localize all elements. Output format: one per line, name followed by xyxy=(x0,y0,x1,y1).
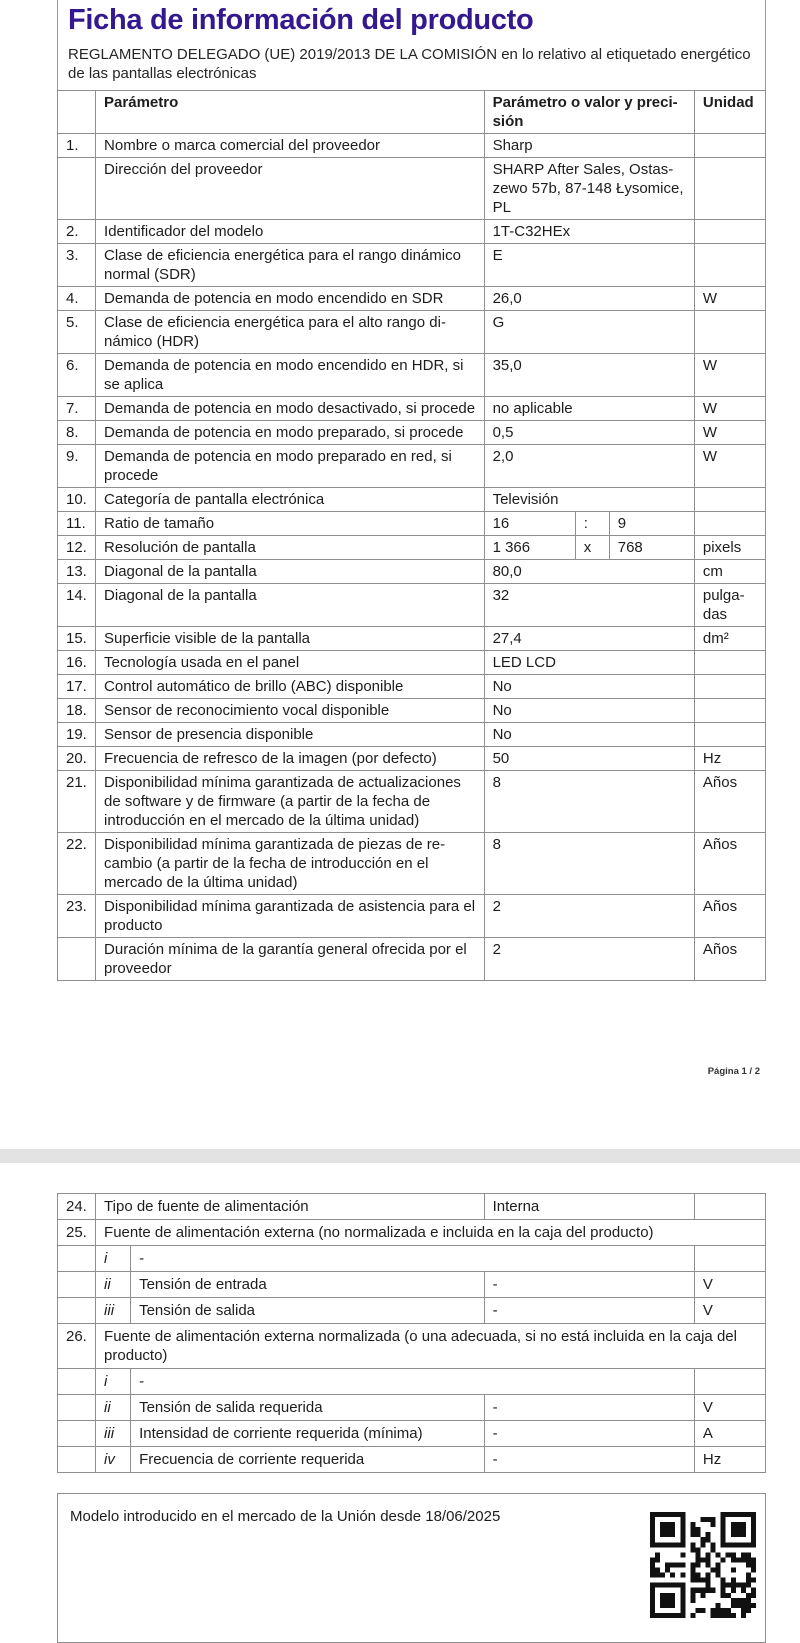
value-cell: Interna xyxy=(484,1194,694,1220)
param-cell: Control automático de brillo (ABC) disponible xyxy=(96,675,485,699)
unit-cell: W xyxy=(694,287,765,311)
row-number-cell: 15. xyxy=(58,627,96,651)
unit-cell: V xyxy=(694,1298,765,1324)
param-cell: Demanda de potencia en modo preparado, si procede xyxy=(96,421,485,445)
unit-cell: W xyxy=(694,445,765,488)
row-number-cell xyxy=(58,1272,96,1298)
table-row xyxy=(58,895,766,938)
param-cell: Tensión de salida xyxy=(131,1298,484,1324)
row-number-cell xyxy=(58,938,96,981)
value-cell-b: 768 xyxy=(609,536,694,560)
param-cell: Demanda de potencia en modo encendido en SDR xyxy=(96,287,485,311)
param-cell: Identificador del modelo xyxy=(96,220,485,244)
unit-cell: W xyxy=(694,354,765,397)
table-row xyxy=(58,1298,766,1324)
unit-cell xyxy=(694,651,765,675)
row-number-cell xyxy=(58,158,96,220)
table-row xyxy=(58,445,766,488)
table-row xyxy=(58,1324,766,1369)
row-number-cell xyxy=(58,1421,96,1447)
product-fiche-table-page2 xyxy=(57,1193,766,1473)
row-number-cell: 13. xyxy=(58,560,96,584)
param-cell: Sensor de reconocimiento vocal disponible xyxy=(96,699,485,723)
param-cell: Frecuencia de refresco de la imagen (por defecto) xyxy=(96,747,485,771)
roman-numeral-cell: ii xyxy=(96,1395,131,1421)
row-number-cell: 26. xyxy=(58,1324,96,1369)
table-row xyxy=(58,1447,766,1473)
value-cell: - xyxy=(484,1298,694,1324)
param-cell: Tecnología usada en el panel xyxy=(96,651,485,675)
param-cell: Duración mínima de la garantía general ofrecida por el proveedor xyxy=(96,938,485,981)
product-fiche-table-page1 xyxy=(57,90,766,981)
row-number-cell: 6. xyxy=(58,354,96,397)
row-number-cell: 22. xyxy=(58,833,96,895)
param-cell: Sensor de presencia disponible xyxy=(96,723,485,747)
row-number-cell: 16. xyxy=(58,651,96,675)
row-number-cell: 25. xyxy=(58,1220,96,1246)
row-number-cell xyxy=(58,1246,96,1272)
param-cell: Frecuencia de corriente requerida xyxy=(131,1447,484,1473)
value-cell: LED LCD xyxy=(484,651,694,675)
value-cell: 2 xyxy=(484,895,694,938)
unit-cell: pulgadas xyxy=(694,584,765,627)
table-row xyxy=(58,512,766,536)
value-cell: No xyxy=(484,723,694,747)
table-row xyxy=(58,560,766,584)
value-cell: 80,0 xyxy=(484,560,694,584)
unit-cell xyxy=(694,158,765,220)
param-cell: Dirección del proveedor xyxy=(96,158,485,220)
row-number-cell: 12. xyxy=(58,536,96,560)
market-introduction-box xyxy=(57,1493,766,1643)
table-row xyxy=(58,675,766,699)
unit-cell: Hz xyxy=(694,747,765,771)
market-introduction-note: Modelo introducido en el mercado de la Unión desde 18/06/2025 xyxy=(70,1508,501,1525)
table-row xyxy=(58,158,766,220)
value-cell: 2 xyxy=(484,938,694,981)
qr-code-icon xyxy=(650,1512,756,1618)
value-cell: SHARP After Sales, Ostaszewo 57b, 87-148 Łysomice, PL xyxy=(484,158,694,220)
unit-cell: A xyxy=(694,1421,765,1447)
table-row xyxy=(58,584,766,627)
table-row xyxy=(58,938,766,981)
roman-numeral-cell: iv xyxy=(96,1447,131,1473)
row-number-cell: 14. xyxy=(58,584,96,627)
table-row xyxy=(58,354,766,397)
table-row xyxy=(58,536,766,560)
value-cell: Sharp xyxy=(484,134,694,158)
value-cell: 8 xyxy=(484,833,694,895)
row-number-cell: 3. xyxy=(58,244,96,287)
param-cell: Clase de eficiencia energética para el alto rango dinámico (HDR) xyxy=(96,311,485,354)
row-number-cell: 8. xyxy=(58,421,96,445)
row-number-cell: 10. xyxy=(58,488,96,512)
value-cell-b: 9 xyxy=(609,512,694,536)
unit-cell xyxy=(694,134,765,158)
value-cell: G xyxy=(484,311,694,354)
table-row xyxy=(58,1246,766,1272)
row-number-cell: 11. xyxy=(58,512,96,536)
row-number-cell xyxy=(58,1298,96,1324)
value-cell: no aplicable xyxy=(484,397,694,421)
value-cell: 26,0 xyxy=(484,287,694,311)
unit-cell xyxy=(694,488,765,512)
value-cell: - xyxy=(484,1421,694,1447)
unit-cell xyxy=(694,699,765,723)
param-cell: Disponibilidad mínima garantizada de actualizaciones de software y de firmware (a partir de la fecha de introducción en el mercado de la última unidad) xyxy=(96,771,485,833)
row-number-cell: 24. xyxy=(58,1194,96,1220)
value-cell: 8 xyxy=(484,771,694,833)
table-row xyxy=(58,651,766,675)
page-separator xyxy=(0,1149,800,1163)
row-number-cell: 19. xyxy=(58,723,96,747)
value-cell-a: 1 366 xyxy=(484,536,575,560)
row-number-cell: 4. xyxy=(58,287,96,311)
param-cell: Tensión de entrada xyxy=(131,1272,484,1298)
unit-cell xyxy=(694,311,765,354)
unit-cell: Hz xyxy=(694,1447,765,1473)
value-cell: Televisión xyxy=(484,488,694,512)
unit-cell: Años xyxy=(694,938,765,981)
value-cell: - xyxy=(484,1272,694,1298)
value-separator-cell: x xyxy=(575,536,609,560)
unit-cell: V xyxy=(694,1272,765,1298)
row-number-cell xyxy=(58,1447,96,1473)
table-row xyxy=(58,699,766,723)
unit-cell: Años xyxy=(694,771,765,833)
row-number-cell xyxy=(58,1369,96,1395)
param-cell: Intensidad de corriente requerida (mínima) xyxy=(131,1421,484,1447)
table-row xyxy=(58,723,766,747)
row-number-cell: 7. xyxy=(58,397,96,421)
regulation-subtitle: REGLAMENTO DELEGADO (UE) 2019/2013 DE LA COMISIÓN en lo relativo al etiquetado energético de las pantallas electrónicas xyxy=(68,46,751,82)
roman-numeral-cell: ii xyxy=(96,1272,131,1298)
table-row xyxy=(58,1272,766,1298)
table-row xyxy=(58,1220,766,1246)
unit-cell xyxy=(694,1246,765,1272)
roman-numeral-cell: i xyxy=(96,1369,131,1395)
param-cell: Superficie visible de la pantalla xyxy=(96,627,485,651)
page-number: Página 1 / 2 xyxy=(707,1066,760,1077)
unit-cell: Años xyxy=(694,833,765,895)
table-row xyxy=(58,311,766,354)
table-row xyxy=(58,220,766,244)
param-cell: Disponibilidad mínima garantizada de piezas de recambio (a partir de la fecha de introducción en el mercado de la última unidad) xyxy=(96,833,485,895)
value-cell-a: 16 xyxy=(484,512,575,536)
value-cell: - xyxy=(484,1447,694,1473)
table-row xyxy=(58,397,766,421)
unit-cell: W xyxy=(694,421,765,445)
unit-cell xyxy=(694,244,765,287)
value-cell: 2,0 xyxy=(484,445,694,488)
page-title: Ficha de información del producto xyxy=(68,4,534,36)
roman-numeral-cell: iii xyxy=(96,1421,131,1447)
table-row xyxy=(58,134,766,158)
value-cell: 32 xyxy=(484,584,694,627)
param-cell: Tipo de fuente de alimentación xyxy=(96,1194,485,1220)
unit-cell: pixels xyxy=(694,536,765,560)
unit-cell xyxy=(694,512,765,536)
value-cell-wide: - xyxy=(131,1246,695,1272)
unit-cell: cm xyxy=(694,560,765,584)
value-cell: 50 xyxy=(484,747,694,771)
table-row xyxy=(58,488,766,512)
param-cell: Clase de eficiencia energética para el rango dinámico normal (SDR) xyxy=(96,244,485,287)
row-number-cell: 5. xyxy=(58,311,96,354)
param-cell: Resolución de pantalla xyxy=(96,536,485,560)
header-param: Parámetro xyxy=(96,91,485,134)
table-row xyxy=(58,771,766,833)
table-row xyxy=(58,833,766,895)
page-1 xyxy=(57,0,766,981)
table-header-row xyxy=(58,91,766,134)
row-number-cell: 18. xyxy=(58,699,96,723)
unit-cell xyxy=(694,1369,765,1395)
table-row xyxy=(58,1395,766,1421)
row-number-cell: 2. xyxy=(58,220,96,244)
roman-numeral-cell: i xyxy=(96,1246,131,1272)
row-number-cell: 17. xyxy=(58,675,96,699)
unit-cell: dm² xyxy=(694,627,765,651)
param-cell: Demanda de potencia en modo preparado en red, si procede xyxy=(96,445,485,488)
unit-cell: W xyxy=(694,397,765,421)
row-number-cell: 9. xyxy=(58,445,96,488)
table-row xyxy=(58,421,766,445)
param-cell: Diagonal de la pantalla xyxy=(96,560,485,584)
value-cell: 27,4 xyxy=(484,627,694,651)
value-cell-wide: - xyxy=(131,1369,695,1395)
param-cell: Tensión de salida requerida xyxy=(131,1395,484,1421)
header-num xyxy=(58,91,96,134)
row-number-cell xyxy=(58,1395,96,1421)
value-cell: No xyxy=(484,675,694,699)
param-cell: Demanda de potencia en modo desactivado, si procede xyxy=(96,397,485,421)
unit-cell xyxy=(694,675,765,699)
value-cell: 0,5 xyxy=(484,421,694,445)
param-cell: Disponibilidad mínima garantizada de asistencia para el producto xyxy=(96,895,485,938)
value-cell: E xyxy=(484,244,694,287)
table-row xyxy=(58,627,766,651)
unit-cell xyxy=(694,220,765,244)
roman-numeral-cell: iii xyxy=(96,1298,131,1324)
row-number-cell: 21. xyxy=(58,771,96,833)
value-cell: - xyxy=(484,1395,694,1421)
row-number-cell: 23. xyxy=(58,895,96,938)
param-cell: Ratio de tamaño xyxy=(96,512,485,536)
table-row xyxy=(58,1194,766,1220)
param-cell-wide: Fuente de alimentación externa (no normalizada e incluida en la caja del producto) xyxy=(96,1220,766,1246)
unit-cell: V xyxy=(694,1395,765,1421)
value-separator-cell: : xyxy=(575,512,609,536)
table-row xyxy=(58,1421,766,1447)
value-cell: 1T-C32HEx xyxy=(484,220,694,244)
header-unit: Unidad xyxy=(694,91,765,134)
table-row xyxy=(58,1369,766,1395)
unit-cell: Años xyxy=(694,895,765,938)
row-number-cell: 20. xyxy=(58,747,96,771)
param-cell-wide: Fuente de alimentación externa normalizada (o una adecuada, si no está incluida en la caja del producto) xyxy=(96,1324,766,1369)
param-cell: Diagonal de la pantalla xyxy=(96,584,485,627)
table-row xyxy=(58,287,766,311)
param-cell: Nombre o marca comercial del proveedor xyxy=(96,134,485,158)
row-number-cell: 1. xyxy=(58,134,96,158)
value-cell: No xyxy=(484,699,694,723)
param-cell: Categoría de pantalla electrónica xyxy=(96,488,485,512)
table-row xyxy=(58,747,766,771)
value-cell: 35,0 xyxy=(484,354,694,397)
header-value: Parámetro o valor y precisión xyxy=(484,91,694,134)
table-row xyxy=(58,244,766,287)
unit-cell xyxy=(694,1194,765,1220)
unit-cell xyxy=(694,723,765,747)
param-cell: Demanda de potencia en modo encendido en HDR, si se aplica xyxy=(96,354,485,397)
